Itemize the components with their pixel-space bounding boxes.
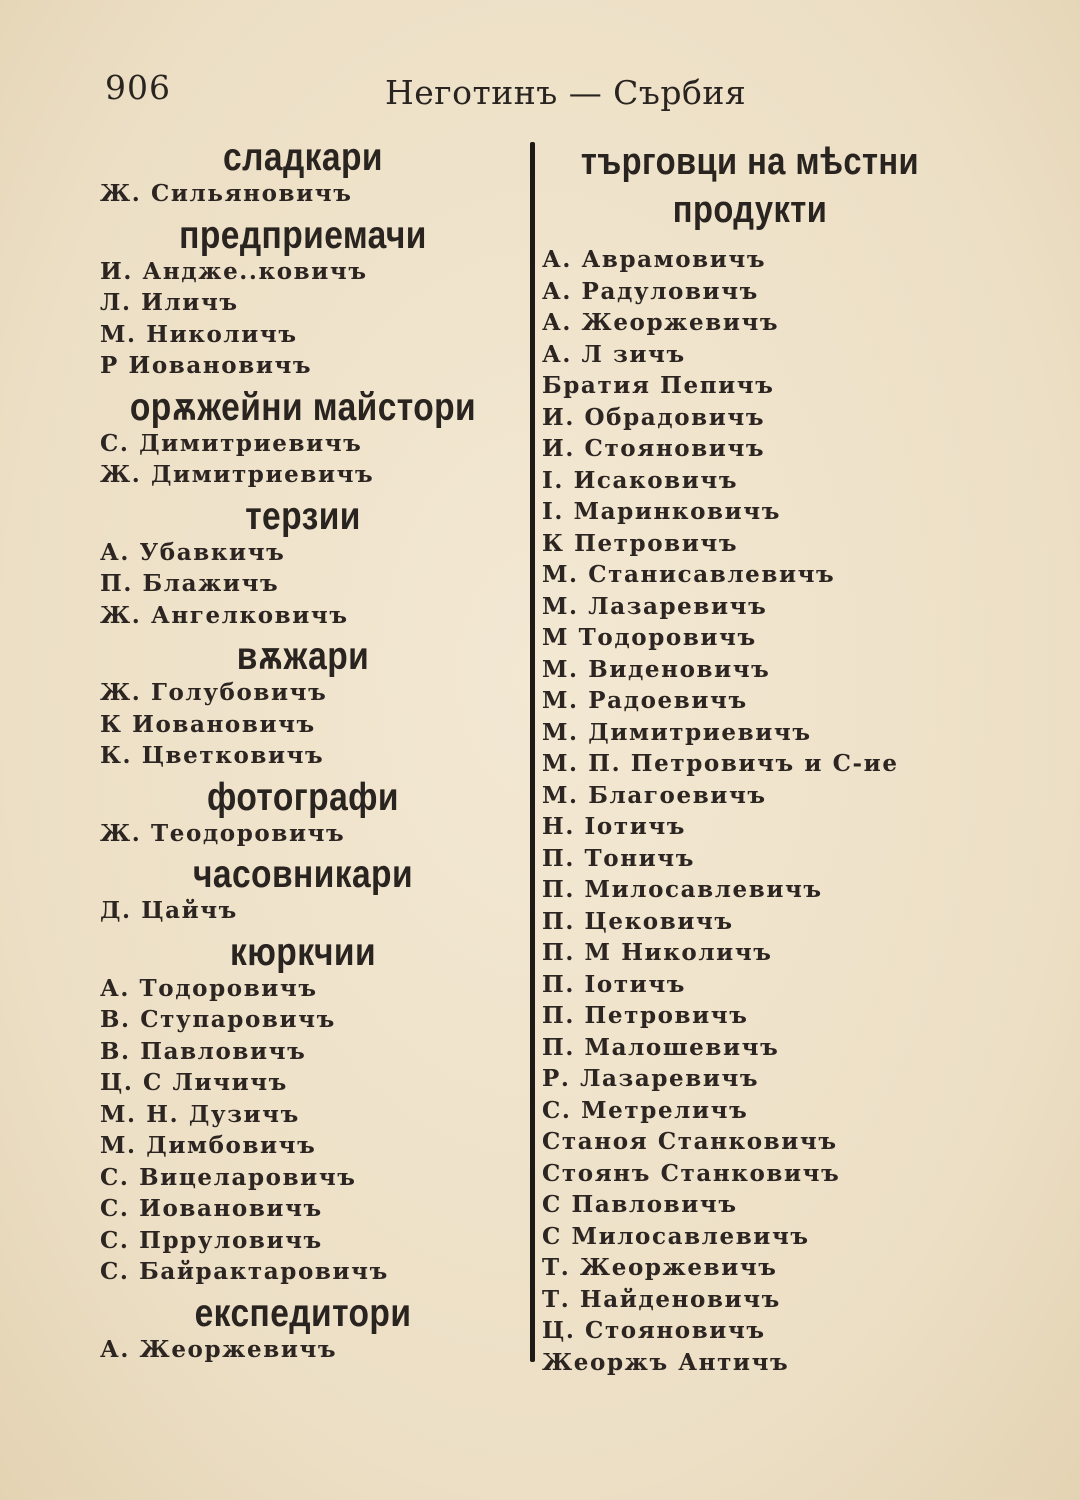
- directory-entry: И. Стояновичъ: [542, 435, 766, 462]
- page-title: Неготинъ — Сърбия: [385, 73, 747, 112]
- directory-entry: Н. Iотичъ: [542, 813, 687, 840]
- directory-entry: М. П. Петровичъ и С-ие: [542, 750, 899, 777]
- section-heading: часовникари: [192, 853, 414, 896]
- directory-entry: А. Жеоржевичъ: [100, 1335, 338, 1363]
- directory-entry: М Тодоровичъ: [542, 624, 757, 651]
- directory-entry: М. Димитриевичъ: [542, 718, 812, 746]
- directory-entry: С. Прруловичъ: [100, 1226, 323, 1254]
- directory-entry: М. Виденовичъ: [542, 655, 771, 683]
- directory-entry: М. Димбовичъ: [100, 1132, 317, 1159]
- directory-entry: П. М Николичъ: [542, 939, 773, 966]
- directory-entry: А. Радуловичъ: [542, 277, 759, 305]
- directory-entry: К. Цветковичъ: [100, 742, 325, 769]
- section-heading: сладкари: [223, 136, 383, 179]
- directory-entry: Р Иовановичъ: [100, 352, 313, 379]
- directory-entry: К Иовановичъ: [100, 710, 316, 738]
- directory-entry: П. Блажичъ: [100, 570, 280, 597]
- section-heading: вѫжари: [236, 635, 370, 678]
- section-heading: експедитори: [194, 1291, 412, 1335]
- directory-entry: Л. Иличъ: [100, 289, 239, 316]
- directory-entry: А. Тодоровичъ: [100, 974, 318, 1002]
- directory-entry: I. Исаковичъ: [542, 466, 739, 494]
- directory-entry: М. Благоевичъ: [542, 781, 767, 809]
- directory-entry: И. Обрадовичъ: [542, 403, 766, 431]
- directory-entry: Р. Лазаревичъ: [542, 1065, 760, 1092]
- section-heading: предприемачи: [179, 213, 427, 257]
- directory-entry: М. Радоевичъ: [542, 687, 748, 714]
- directory-entry: Ц. Стояновичъ: [542, 1317, 766, 1344]
- directory-entry: Стоянъ Станковичъ: [542, 1159, 841, 1187]
- section-heading: фотографи: [207, 775, 399, 819]
- directory-entry: С Павловичъ: [542, 1191, 738, 1218]
- section-heading: орѫжейни майстори: [129, 385, 477, 429]
- directory-entry: В. Павловичъ: [100, 1037, 307, 1065]
- directory-entry: А. Л зичъ: [542, 340, 686, 368]
- directory-entry: Т. Найденовичъ: [542, 1285, 781, 1313]
- left-column: [88, 138, 518, 1365]
- running-head: [105, 68, 805, 118]
- directory-entry: С. Иовановичъ: [100, 1195, 323, 1222]
- directory-entry: Д. Цайчъ: [100, 897, 238, 924]
- directory-entry: А. Убавкичъ: [100, 538, 286, 566]
- right-column: [530, 138, 970, 1378]
- directory-entry: Станоя Станковичъ: [542, 1128, 838, 1155]
- directory-entry: А. Аврамовичъ: [542, 246, 767, 273]
- directory-entry: С. Байрактаровичъ: [100, 1258, 389, 1285]
- directory-entry: А. Жеоржевичъ: [542, 309, 780, 336]
- directory-entry: I. Маринковичъ: [542, 498, 781, 525]
- directory-entry: В. Ступаровичъ: [100, 1006, 336, 1033]
- directory-entry: С. Димитриевичъ: [100, 429, 363, 457]
- directory-entry: П. Милосавлевичъ: [542, 876, 823, 903]
- directory-entry: С. Метреличъ: [542, 1096, 749, 1124]
- directory-entry: Ж. Сильяновичъ: [100, 180, 353, 207]
- directory-entry: П. Малошевичъ: [542, 1033, 780, 1061]
- directory-entry: С Милосавлевичъ: [542, 1222, 810, 1250]
- directory-entry: П. Петровичъ: [542, 1002, 749, 1029]
- section-heading: кюркчии: [230, 930, 376, 974]
- directory-entry: И. Андже..ковичъ: [100, 257, 368, 285]
- directory-entry: П. Тоничъ: [542, 844, 695, 872]
- directory-entry: М. Лазаревичъ: [542, 592, 768, 620]
- directory-entry: Ж. Теодоровичъ: [100, 819, 346, 847]
- directory-entry: М. Н. Дузичъ: [100, 1100, 300, 1128]
- directory-entry: К Петровичъ: [542, 529, 739, 557]
- page-number: 906: [105, 68, 171, 107]
- directory-entry: М. Николичъ: [100, 320, 298, 348]
- directory-entry: П. Цековичъ: [542, 907, 734, 935]
- directory-entry: Братия Пепичъ: [542, 372, 775, 399]
- directory-entry: М. Станисавлевичъ: [542, 561, 836, 588]
- section-heading: търговци на мѣстни продукти: [580, 141, 920, 231]
- directory-entry: Ц. С Личичъ: [100, 1069, 288, 1096]
- directory-entry: Ж. Голубовичъ: [100, 679, 328, 706]
- directory-entry: С. Вицеларовичъ: [100, 1163, 357, 1191]
- directory-entry: Жеоржъ Античъ: [542, 1348, 790, 1376]
- section-heading: терзии: [245, 494, 361, 538]
- directory-entry: П. Iотичъ: [542, 970, 687, 998]
- directory-entry: Ж. Ангелковичъ: [100, 601, 349, 629]
- directory-entry: Т. Жеоржевичъ: [542, 1254, 778, 1281]
- directory-entry: Ж. Димитриевичъ: [100, 461, 375, 488]
